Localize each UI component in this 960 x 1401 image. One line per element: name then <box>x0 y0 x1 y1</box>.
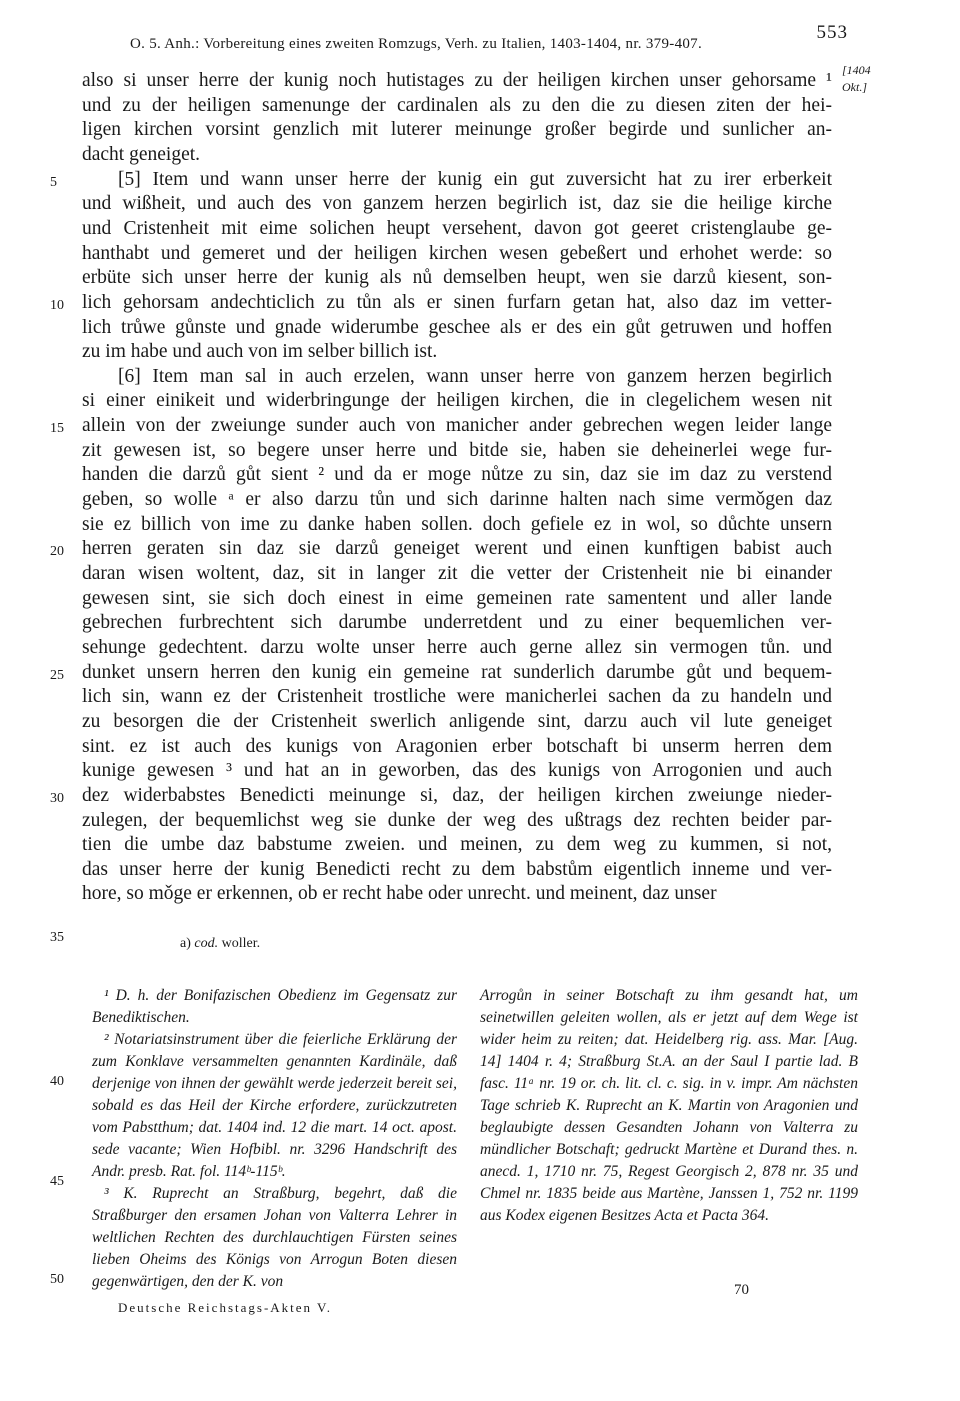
line-number: 35 <box>50 930 64 945</box>
text-line: zu im habe und auch von im selber billich ist. <box>82 341 438 362</box>
line-number: 30 <box>50 791 64 806</box>
text-line: dez widerbabstes Benedicti meinunge si, daz, der heiligen kirchen zweiunge nieder- <box>82 785 832 806</box>
text-line: dunket unsern herren den kunig ein gemeine rat sunderlich darumbe gůt und bequem- <box>82 662 832 683</box>
text-line: sie ez billich von ime zu danke haben sollen. doch gefiele ez in wol, so důchte unsern <box>82 514 832 535</box>
text-line: und wißheit, und auch des von ganzem herzen begirlich ist, daz sie die heilige kirche <box>82 193 832 214</box>
text-line: geben, so wolle ᵃ er also darzu tůn und sich darinne halten nach sime vermǒgen daz <box>82 489 832 510</box>
text-line: [6] Item man sal in auch erzelen, wann unser herre von ganzem herzen begirlich <box>118 366 832 387</box>
note-text: woller. <box>221 936 261 951</box>
series-title: Deutsche Reichstags-Akten V. <box>118 1300 333 1315</box>
footnote-3: ³ K. Ruprecht an Straßburg, begehrt, daß die Straßburger den ersamen Johan von Valterra Lehrer in weltlichen Rechten des durchlauchtigen Fürsten seines lieben Oheims des Königs von Arrogun Boten diesen gegenwärtigen, den der K. von <box>92 1185 457 1290</box>
note-abbreviation: cod. <box>194 936 219 951</box>
text-line: ligen kirchen vorsint genzlich mit luterer meinunge großer begirde und sunlicher an- <box>82 119 832 140</box>
footnotes-left-column <box>92 985 457 1293</box>
text-line: das unser herre der kunig Benedicti recht zu dem babstům eigentlich inneme und ver- <box>82 859 832 880</box>
text-line: also si unser herre der kunig noch hutistages zu der heiligen kirchen unser gehorsame ¹ <box>82 70 832 91</box>
running-head: O. 5. Anh.: Vorbereitung eines zweiten Romzugs, Verh. zu Italien, 1403-1404, nr. 379-407. <box>130 36 703 52</box>
text-line: kunige gewesen ³ und hat an in geworben, das des kunigs von Arrogonien und auch <box>82 760 832 781</box>
text-line: gewesen sint, sie sich doch einest in eime gemeinen rate samentent und aller lande <box>82 588 832 609</box>
line-number: 20 <box>50 544 64 559</box>
signature-mark: 70 <box>734 1282 749 1298</box>
text-line: hore, so mǒge er erkennen, ob er recht habe oder unrecht. und meinent, daz unser <box>82 883 717 904</box>
text-line: [5] Item und wann unser herre der kunig ein gut zuversicht hat zu irer erberkeit <box>118 169 832 190</box>
text-line: hanthabt und gemeret und der heiligen kirchen wesen gebeßert und erhohet werde: so <box>82 243 832 264</box>
line-number: 25 <box>50 668 64 683</box>
text-line: lich gehorsam andechticlich zu tůn als er sinen furfarn getan hat, also daz im vetter- <box>82 292 832 313</box>
text-line: si einer einikeit und widerbringunge der heiligen kirchen, die in clegelichem wesen nit <box>82 390 832 411</box>
text-line: lich sin, wann ez der Cristenheit trostliche were manicherlei sachen da zu handeln und <box>82 686 832 707</box>
line-number: 10 <box>50 298 64 313</box>
text-line: sint. ez ist auch des kunigs von Aragonien erber botschaft bi unserm herren dem <box>82 736 832 757</box>
text-line: sehunge gedechtent. darzu wolte unser herre auch gerne allez sin vermogen tůn. und <box>82 637 832 658</box>
footnote-2: ² Notariatsinstrument über die feierliche Erklärung der zum Konklave versammelten genannten Kardinäle, daß derjenige von ihnen der gewählt werde jederzeit bereit sei, sobald es das Heil der Kirche erfordere, zurückzutreten vom Pabstthum; dat. 1404 ind. 12 die mart. 14 oct. apost. sede vacante; Wien Hofbibl. nr. 3296 Handschrift des Andr. presb. Rat. fol. 114ᵇ-115ᵇ. <box>92 1031 457 1180</box>
line-number: 50 <box>50 1272 64 1287</box>
text-line: zu besorgen die der Cristenheit swerlich anligende sint, darzu auch vil lute geneiget <box>82 711 832 732</box>
page-number: 553 <box>816 22 848 43</box>
margin-date-note: [1404 Okt.] <box>842 63 871 94</box>
text-line: und zu der heiligen samenunge der cardinalen als zu den die zu diesen ziten der hei- <box>82 95 832 116</box>
text-line: handen die darzů gůt sient ² und da er moge nůtze zu sin, daz sie im daz zu verstend <box>82 464 832 485</box>
text-line: erbüte sich unser herre der kunig als nů demselben heupt, wen sie darzů kiesent, son- <box>82 267 832 288</box>
text-line: herren geraten sin daz sie darzů geneiget werent und einen kunftigen babist auch <box>82 538 832 559</box>
text-line: lich trůwe gůnste und gnade widerumbe geschee als er des ein gůt getruwen und hoffen <box>82 317 832 338</box>
note-mark: a) <box>180 936 191 951</box>
line-number: 45 <box>50 1174 64 1189</box>
line-number: 40 <box>50 1074 64 1089</box>
text-line: gebrechen furbrechtent sich darumbe underretdent und zu einer bequemlichen ver- <box>82 612 832 633</box>
footnote-1: ¹ D. h. der Bonifazischen Obedienz im Gegensatz zur Benediktischen. <box>92 987 457 1026</box>
line-number: 5 <box>50 175 57 190</box>
text-line: zit gewesen ist, so begere unser herre und bitde sie, haben sie deheinerlei wege fur- <box>82 440 832 461</box>
line-number: 15 <box>50 421 64 436</box>
footnote-3-continued: Arrogůn in seiner Botschaft zu ihm gesandt hat, um seinetwillen geleiten wollen, als er jetzt auf dem Wege ist wider heim zu reiten; dat. Heidelberg rig. ass. Mar. [Aug. 14] 1404 r. 4; Straßburg St.A. an der Saul I partie lad. B fasc. 11ᵃ nr. 19 or. ch. lit. cl. c. sig. in v. impr. Am nächsten Tage schrieb K. Ruprecht an K. Martin von Aragonien und beglaubigte dessen Gesandten Johann von Valterra zu mündlicher Botschaft; gedruckt Martène et Durand thes. n. anecd. 1, 1710 nr. 75, Regest Georgisch 2, 878 nr. 35 und Chmel nr. 1835 beide aus Martène, Janssen 1, 752 nr. 1199 aus Kodex eigenen Besitzes Acta et Pacta 364. <box>480 987 858 1224</box>
text-line: allein von der zweiunge sunder auch von manicher ander gebrechen wegen leider lange <box>82 415 832 436</box>
text-line: zulegen, der bequemlichst weg sie dunke der weg des ußtrags dez rechten beider par- <box>82 810 832 831</box>
text-line: daran wisen woltent, daz, sit in langer zit die vetter der Cristenheit nie bi einander <box>82 563 832 584</box>
text-line: dacht geneiget. <box>82 144 201 165</box>
text-line: tien die umbe daz babstume zweien. und meinen, zu dem weg zu kummen, si not, <box>82 834 832 855</box>
footnotes-right-column <box>480 985 858 1227</box>
text-critical-note <box>180 936 260 952</box>
text-line: und Cristenheit mit eime solichen heupt versehent, davon got geeret cristenglaube ge- <box>82 218 832 239</box>
